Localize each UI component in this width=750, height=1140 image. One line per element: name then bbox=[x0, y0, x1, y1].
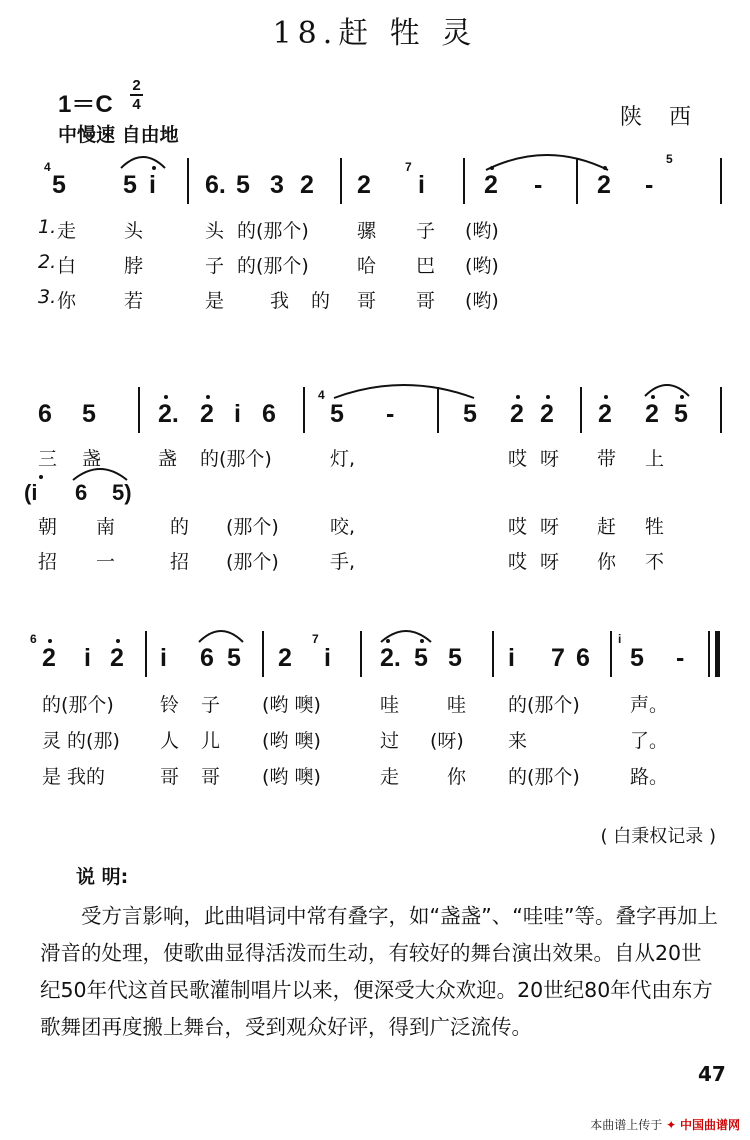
lyric: 你 bbox=[597, 551, 617, 573]
high-dot bbox=[39, 475, 43, 479]
note: 2 bbox=[42, 644, 56, 672]
lyric: 哥 bbox=[357, 290, 377, 312]
lyric: 哈 bbox=[357, 255, 377, 277]
lyric: (哟) bbox=[465, 290, 499, 312]
barline bbox=[610, 631, 612, 677]
lyric: 赶 bbox=[597, 516, 617, 538]
key-signature: 1＝C bbox=[58, 91, 113, 118]
song-origin: 陕 西 bbox=[620, 105, 701, 130]
lyric: (哟) bbox=[465, 220, 499, 242]
lyric: 了。 bbox=[630, 730, 669, 752]
barline bbox=[463, 158, 465, 204]
brand-logo-icon: ✦ bbox=[666, 1118, 677, 1132]
note: 5 bbox=[227, 644, 241, 672]
lyric: 你 bbox=[447, 766, 467, 788]
lyric: 上 bbox=[645, 448, 665, 470]
lyric: 咬, bbox=[330, 516, 356, 538]
note: 2 bbox=[278, 644, 292, 672]
note: 2 bbox=[540, 400, 554, 428]
lyric: 哇 bbox=[380, 694, 400, 716]
lyric: 招 bbox=[38, 551, 58, 573]
lyric: 朝 bbox=[38, 516, 58, 538]
note: 2. bbox=[380, 644, 401, 672]
lyric: 呀 bbox=[540, 551, 560, 573]
lyric: 哎 bbox=[508, 516, 528, 538]
source-footer bbox=[590, 1116, 740, 1133]
lyric: 牲 bbox=[645, 516, 665, 538]
note: 6. bbox=[205, 171, 226, 199]
note: i bbox=[418, 171, 425, 199]
dash: - bbox=[645, 171, 654, 199]
lyric: 走 bbox=[380, 766, 400, 788]
lyric: 声。 bbox=[630, 694, 669, 716]
barline bbox=[720, 387, 722, 433]
lyric: 哎 bbox=[508, 448, 528, 470]
note: 5 bbox=[414, 644, 428, 672]
lyric: 南 bbox=[96, 516, 116, 538]
note: 5 bbox=[52, 171, 66, 199]
lyric: 带 bbox=[597, 448, 617, 470]
time-signature bbox=[130, 78, 143, 112]
note: 6 bbox=[262, 400, 276, 428]
lyric: 哇 bbox=[447, 694, 467, 716]
time-sig-top: 2 bbox=[132, 77, 141, 94]
note: 6 bbox=[200, 644, 214, 672]
high-dot bbox=[604, 395, 608, 399]
lyric: 来 bbox=[508, 730, 528, 752]
note: 5 bbox=[236, 171, 250, 199]
footer-brand: 中国曲谱网 bbox=[679, 1118, 740, 1132]
slur bbox=[70, 462, 130, 482]
dash: - bbox=[676, 644, 685, 672]
dash: - bbox=[386, 400, 395, 428]
lyric: (哟 噢) bbox=[262, 766, 321, 788]
note: 5 bbox=[82, 400, 96, 428]
barline bbox=[262, 631, 264, 677]
high-dot bbox=[116, 639, 120, 643]
note: 2. bbox=[158, 400, 179, 428]
lyric: 是 我的 bbox=[42, 766, 106, 788]
grace-note: 7 bbox=[405, 160, 412, 174]
verse-number: 2. bbox=[38, 251, 57, 273]
note: 2 bbox=[484, 171, 498, 199]
barline bbox=[492, 631, 494, 677]
dash: - bbox=[534, 171, 543, 199]
lyric: 盏 bbox=[82, 448, 102, 470]
lyric: 盏 bbox=[158, 448, 178, 470]
barline bbox=[340, 158, 342, 204]
verse-number: 1. bbox=[38, 216, 57, 238]
lyric: 子 bbox=[205, 255, 225, 277]
lyric: 哥 bbox=[416, 290, 436, 312]
barline bbox=[138, 387, 140, 433]
lyric: 呀 bbox=[540, 516, 560, 538]
lyric: 人 儿 bbox=[160, 730, 229, 752]
lyric: 招 bbox=[170, 551, 190, 573]
grace-note: 7 bbox=[312, 632, 319, 646]
lyric: 灯, bbox=[330, 448, 356, 470]
lyric: 走 bbox=[57, 220, 77, 242]
note: 6 bbox=[38, 400, 52, 428]
note: 2 bbox=[200, 400, 214, 428]
explanation-paragraph: 受方言影响，此曲唱词中常有叠字，如“盏盏”、“哇哇”等。叠字再加上滑音的处理，使歌曲显得活泼而生动，有较好的舞台演出效果。自从20世纪50年代这首民歌灌制唱片以来，便深受大众欢迎。20世纪80年代由东方歌舞团再度搬上舞台，受到观众好评，得到广泛流传。 bbox=[40, 904, 718, 1039]
lyric: 巴 bbox=[416, 255, 436, 277]
note: i bbox=[149, 171, 156, 199]
lyric: 过 bbox=[380, 730, 400, 752]
lyric: 的(那个) bbox=[237, 220, 309, 242]
high-dot bbox=[164, 395, 168, 399]
lyric: 的(那个) bbox=[237, 255, 309, 277]
grace-note: i bbox=[618, 632, 622, 646]
tie bbox=[330, 378, 478, 400]
barline bbox=[360, 631, 362, 677]
footer-text: 本曲谱上传于 bbox=[590, 1118, 663, 1132]
note: 2 bbox=[300, 171, 314, 199]
explanation-heading: 说 明: bbox=[76, 866, 129, 888]
grace-note: 6 bbox=[30, 632, 37, 646]
note: i bbox=[160, 644, 167, 672]
lyric: 哎 bbox=[508, 551, 528, 573]
lyric: 骡 bbox=[357, 220, 377, 242]
lyric: (哟 噢) bbox=[262, 694, 321, 716]
lyric: 的(那个) bbox=[508, 766, 580, 788]
song-title: 18.赶 牲 灵 bbox=[272, 16, 478, 51]
high-dot bbox=[546, 395, 550, 399]
high-dot bbox=[48, 639, 52, 643]
note: 2 bbox=[357, 171, 371, 199]
barline bbox=[145, 631, 147, 677]
lyric: 若 bbox=[124, 290, 144, 312]
note: i bbox=[508, 644, 515, 672]
note: 7 bbox=[551, 644, 565, 672]
barline bbox=[720, 158, 722, 204]
transcription-credit: ( 白秉权记录 ) bbox=[600, 826, 716, 847]
note: i bbox=[234, 400, 241, 428]
note: 2 bbox=[597, 171, 611, 199]
lyric: 你 bbox=[57, 290, 77, 312]
note: 5 bbox=[463, 400, 477, 428]
note: 5 bbox=[674, 400, 688, 428]
lyric: 头 bbox=[205, 220, 225, 242]
high-dot bbox=[206, 395, 210, 399]
lyric: 是 bbox=[205, 290, 225, 312]
note: 2 bbox=[645, 400, 659, 428]
lyric: 手, bbox=[330, 551, 356, 573]
slur bbox=[196, 624, 246, 644]
final-barline-thin bbox=[708, 631, 710, 677]
grace-note: 4 bbox=[44, 160, 51, 174]
lyric: 灵 的(那) bbox=[42, 730, 120, 752]
lyric: 我的 bbox=[270, 290, 353, 312]
note: 6 bbox=[75, 480, 88, 505]
lyric: (那个) bbox=[226, 551, 279, 573]
slur bbox=[642, 378, 692, 398]
note: 5) bbox=[112, 480, 132, 505]
grace-note: 5 bbox=[666, 152, 673, 166]
note: 5 bbox=[630, 644, 644, 672]
note: 6 bbox=[576, 644, 590, 672]
barline bbox=[187, 158, 189, 204]
lyric: 呀 bbox=[540, 448, 560, 470]
note: 2 bbox=[110, 644, 124, 672]
lyric: 脖 bbox=[124, 255, 144, 277]
lyric: 哥 哥 bbox=[160, 766, 229, 788]
page-number: 47 bbox=[698, 1062, 726, 1086]
lyric: 白 bbox=[57, 255, 77, 277]
barline bbox=[303, 387, 305, 433]
lyric: 路。 bbox=[630, 766, 669, 788]
lyric: 不 bbox=[645, 551, 665, 573]
lyric: (那个) bbox=[226, 516, 279, 538]
lyric: (哟 噢) bbox=[262, 730, 321, 752]
note: 2 bbox=[598, 400, 612, 428]
explanation-body bbox=[40, 898, 720, 1046]
lyric: (哟) bbox=[465, 255, 499, 277]
slur bbox=[378, 624, 434, 644]
lyric: 子 bbox=[416, 220, 436, 242]
tie bbox=[482, 146, 612, 172]
lyric: (呀) bbox=[430, 730, 464, 752]
slur bbox=[118, 150, 168, 170]
grace-note: 4 bbox=[318, 388, 325, 402]
barline bbox=[580, 387, 582, 433]
final-barline-thick bbox=[715, 631, 720, 677]
note: i bbox=[324, 644, 331, 672]
lyric: 头 bbox=[124, 220, 144, 242]
lyric: 三 bbox=[38, 448, 58, 470]
time-sig-bottom: 4 bbox=[132, 96, 141, 113]
note: (i bbox=[24, 480, 38, 505]
note: i bbox=[84, 644, 91, 672]
lyric: 一 bbox=[96, 551, 116, 573]
lyric: 的(那个) bbox=[42, 694, 114, 716]
high-dot bbox=[516, 395, 520, 399]
note: 2 bbox=[510, 400, 524, 428]
tempo-marking: 中慢速 自由地 bbox=[58, 124, 179, 146]
verse-number: 3. bbox=[38, 286, 57, 308]
note: 5 bbox=[448, 644, 462, 672]
lyric: 铃 子 bbox=[160, 694, 229, 716]
lyric: 的(那个) bbox=[508, 694, 580, 716]
lyric: 的 bbox=[170, 516, 190, 538]
note: 5 bbox=[123, 171, 137, 199]
note: 3 bbox=[270, 171, 284, 199]
lyric: 的(那个) bbox=[200, 448, 272, 470]
note: 5 bbox=[330, 400, 344, 428]
